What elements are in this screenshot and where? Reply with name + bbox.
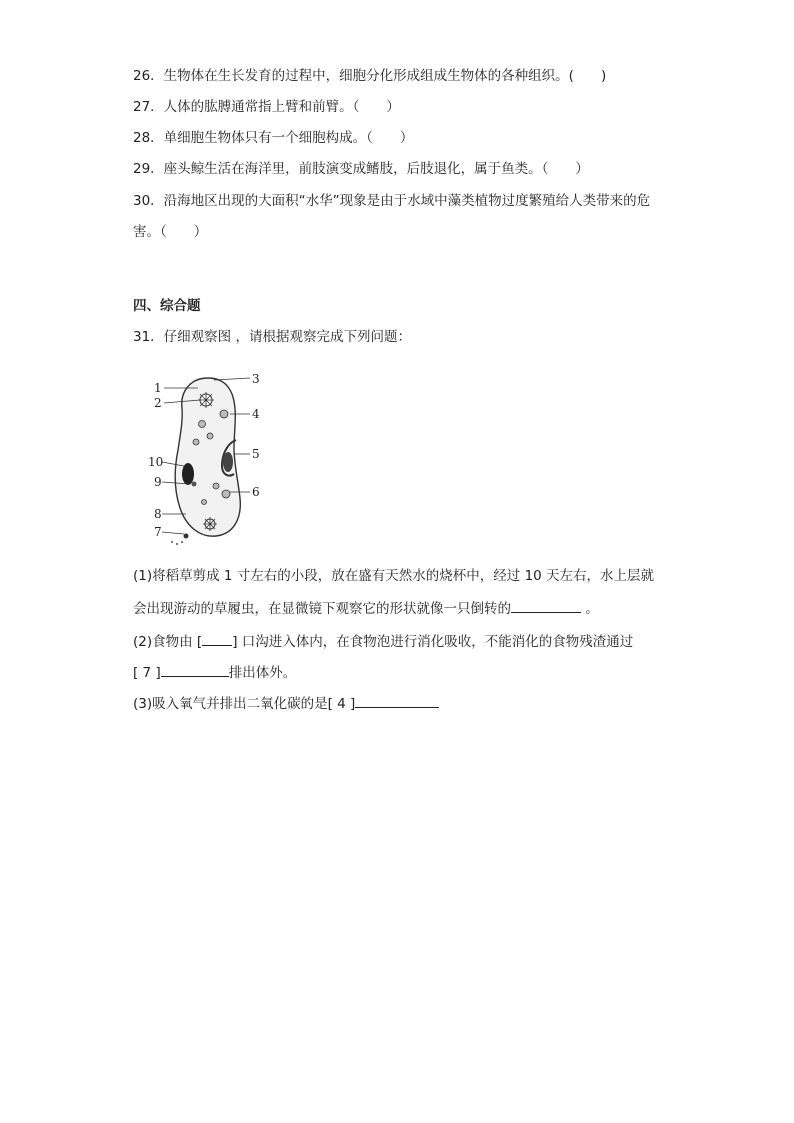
tf-item-30-cont: 害。（ ） [133, 224, 208, 240]
label-5: 5 [252, 447, 260, 461]
q31-p1-text: 会出现游动的草履虫，在显微镜下观察它的形状就像一只倒转的 [133, 601, 511, 617]
q31-p2b-post: 排出体外。 [228, 665, 297, 681]
q31-p2-line1 [133, 630, 633, 652]
q31-p1-line2 [133, 597, 599, 619]
q31-p3-line [133, 692, 439, 714]
q31-p1-end: 。 [581, 601, 599, 617]
paramecium-figure [150, 370, 270, 550]
tf-item-27: 27．人体的肱膊通常指上臂和前臂。（ ） [133, 99, 400, 115]
tf-item-29: 29．座头鲸生活在海洋里，前肢演变成鳍肢，后肢退化，属于鱼类。（ ） [133, 161, 589, 177]
answer-blank-respiration[interactable] [355, 692, 439, 708]
label-6: 6 [252, 485, 260, 499]
section-title: 四、综合题 [133, 298, 201, 314]
q31-stem: 31．仔细观察图 ，请根据观察完成下列问题： [133, 329, 411, 345]
label-3: 3 [252, 372, 260, 386]
q31-p3-pre: (3)吸入氧气并排出二氧化碳的是[ 4 ] [133, 696, 356, 712]
label-4: 4 [252, 407, 260, 421]
tf-item-26: 26．生物体在生长发育的过程中，细胞分化形成组成生物体的各种组织。( ) [133, 68, 607, 84]
label-1: 1 [154, 381, 162, 395]
q31-p2-post: ] 口沟进入体内，在食物泡进行消化吸收，不能消化的食物残渣通过 [232, 634, 634, 650]
label-7: 7 [154, 525, 162, 539]
label-10: 10 [148, 455, 164, 469]
q31-p2b-pre: [ 7 ] [133, 665, 161, 681]
answer-blank-anal-pore[interactable] [161, 661, 229, 677]
label-2: 2 [154, 396, 162, 410]
label-9: 9 [154, 475, 162, 489]
answer-blank-part[interactable] [202, 630, 232, 646]
label-8: 8 [154, 507, 162, 521]
answer-blank-shape[interactable] [511, 597, 581, 613]
q31-p2-pre: (2)食物由 [ [133, 634, 203, 650]
tf-item-30: 30．沿海地区出现的大面积“水华”现象是由于水域中藻类植物过度繁殖给人类带来的危 [133, 193, 651, 209]
tf-item-28: 28．单细胞生物体只有一个细胞构成。（ ） [133, 130, 414, 146]
q31-p1-line1: (1)将稻草剪成 1 寸左右的小段，放在盛有天然水的烧杯中，经过 10 天左右，水上层就 [133, 568, 655, 584]
q31-p2-line2 [133, 661, 296, 683]
